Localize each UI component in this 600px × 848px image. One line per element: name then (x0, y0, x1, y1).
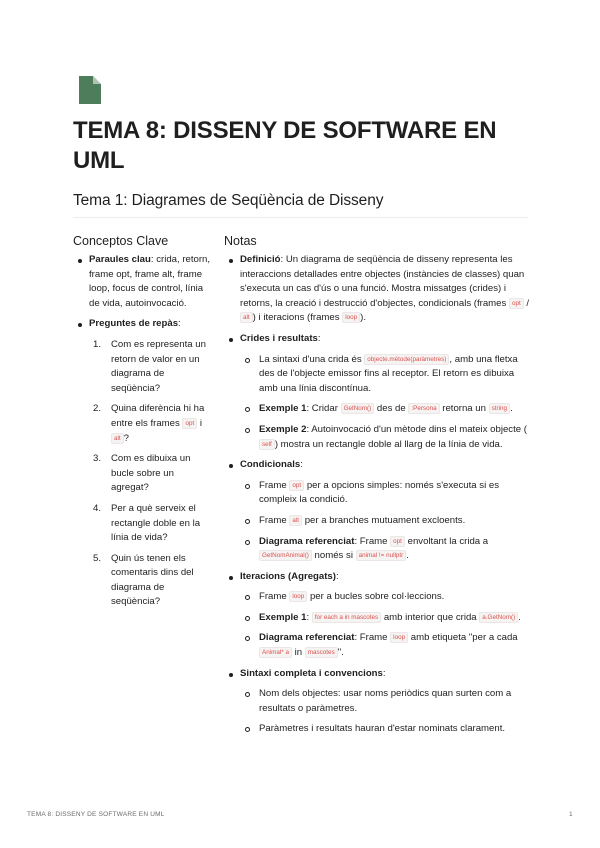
list-item: Frame opt per a opcions simples: només s'executa si es compleix la condició. (240, 479, 530, 508)
list-item: Nom dels objectes: usar noms periòdics quan surten com a resultats o paràmetres. (240, 687, 530, 716)
keywords-item: Paraules clau: crida, retorn, frame opt, frame alt, frame loop, focus de control, línia de vida, autoinvocació. (73, 253, 213, 311)
section-title: Tema 1: Diagrames de Seqüència de Disseny (73, 192, 384, 209)
list-item: 5. Quin ús tenen els comentaris dins del diagrama de seqüència? (89, 552, 213, 610)
left-column (73, 253, 213, 616)
iterations-item: Iteracions (Agregats): Frame loop per a bucles sobre col·leccions. Exemple 1: for each a in mascotes amb interior que crida a.GetNom() . Diagrama referenciat: Frame loop amb etiqueta "per a cada Animal* a in mascotes ". (224, 570, 530, 661)
document-icon (79, 76, 101, 104)
page-title: TEMA 8: DISSENY DE SOFTWARE EN UML (73, 117, 497, 174)
list-item: Paràmetres i resultats hauran d'estar nominats clarament. (240, 722, 530, 737)
divider (73, 217, 528, 218)
list-item: 3. Com es dibuixa un bucle sobre un agregat? (89, 452, 213, 496)
right-column (224, 253, 530, 743)
list-item: Exemple 1: Cridar GetNom() des de :Persona retorna un string . (240, 402, 530, 417)
review-questions-item: Preguntes de repàs: 1. Com es representa un retorn de valor en un diagrama de seqüència? 2. Quina diferència hi ha entre els frames opt i alt ? 3. Com es dibuixa un bucle sobre un agregat? 4. Per a què serveix el rectangle doble en la línia de vida? 5. Quin ús tenen els comentaris dins del diagrama de seqüència? (73, 317, 213, 610)
page-footer: TEMA 8: DISSENY DE SOFTWARE EN UML (27, 811, 165, 818)
conditionals-item: Condicionals: Frame opt per a opcions simples: només s'executa si es compleix la condició. Frame alt per a branches mutuament excloents. Diagrama referenciat: Frame opt envoltant la crida a GetNomAnimal() només si animal != nullptr . (224, 458, 530, 564)
definition-item: Definició: Un diagrama de seqüència de disseny representa les interaccions detallades entre objectes (instàncies de classes) quan s'executa un cas d'ús o una funció. Mostra missatges (crides) i retorns, la creació i destrucció d'objectes, condicionals (frames opt / alt ) i iteracions (frames loop ). (224, 253, 530, 326)
list-item: Frame loop per a bucles sobre col·leccions. (240, 590, 530, 605)
left-column-heading: Conceptos Clave (73, 234, 169, 248)
review-questions-list (89, 338, 213, 610)
list-item: 2. Quina diferència hi ha entre els frames opt i alt ? (89, 402, 213, 446)
page-number: 1 (569, 811, 573, 818)
syntax-item: Sintaxi completa i convencions: Nom dels objectes: usar noms periòdics quan surten com a resultats o paràmetres. Paràmetres i resultats hauran d'estar nominats clarament. (224, 667, 530, 737)
list-item: Frame alt per a branches mutuament excloents. (240, 514, 530, 529)
list-item: Diagrama referenciat: Frame loop amb etiqueta "per a cada Animal* a in mascotes ". (240, 631, 530, 660)
right-column-heading: Notas (224, 234, 257, 248)
list-item: 4. Per a què serveix el rectangle doble en la línia de vida? (89, 502, 213, 546)
list-item: Diagrama referenciat: Frame opt envoltant la crida a GetNomAnimal() només si animal != nullptr . (240, 535, 530, 564)
calls-item: Crides i resultats: La sintaxi d'una crida és objecte.mètode(paràmetres) , amb una fletxa des de l'objecte emissor fins al receptor. El retorn es dibuixa amb una línia discontínua. Exemple 1: Cridar GetNom() des de :Persona retorna un string . Exemple 2: Autoinvocació d'un mètode dins el mateix objecte (self ) mostra un rectangle doble al llarg de la línia de vida. (224, 332, 530, 452)
list-item: 1. Com es representa un retorn de valor en un diagrama de seqüència? (89, 338, 213, 396)
list-item: La sintaxi d'una crida és objecte.mètode(paràmetres) , amb una fletxa des de l'objecte emissor fins al receptor. El retorn es dibuixa amb una línia discontínua. (240, 353, 530, 397)
list-item: Exemple 2: Autoinvocació d'un mètode dins el mateix objecte (self ) mostra un rectangle doble al llarg de la línia de vida. (240, 423, 530, 452)
list-item: Exemple 1: for each a in mascotes amb interior que crida a.GetNom() . (240, 611, 530, 626)
